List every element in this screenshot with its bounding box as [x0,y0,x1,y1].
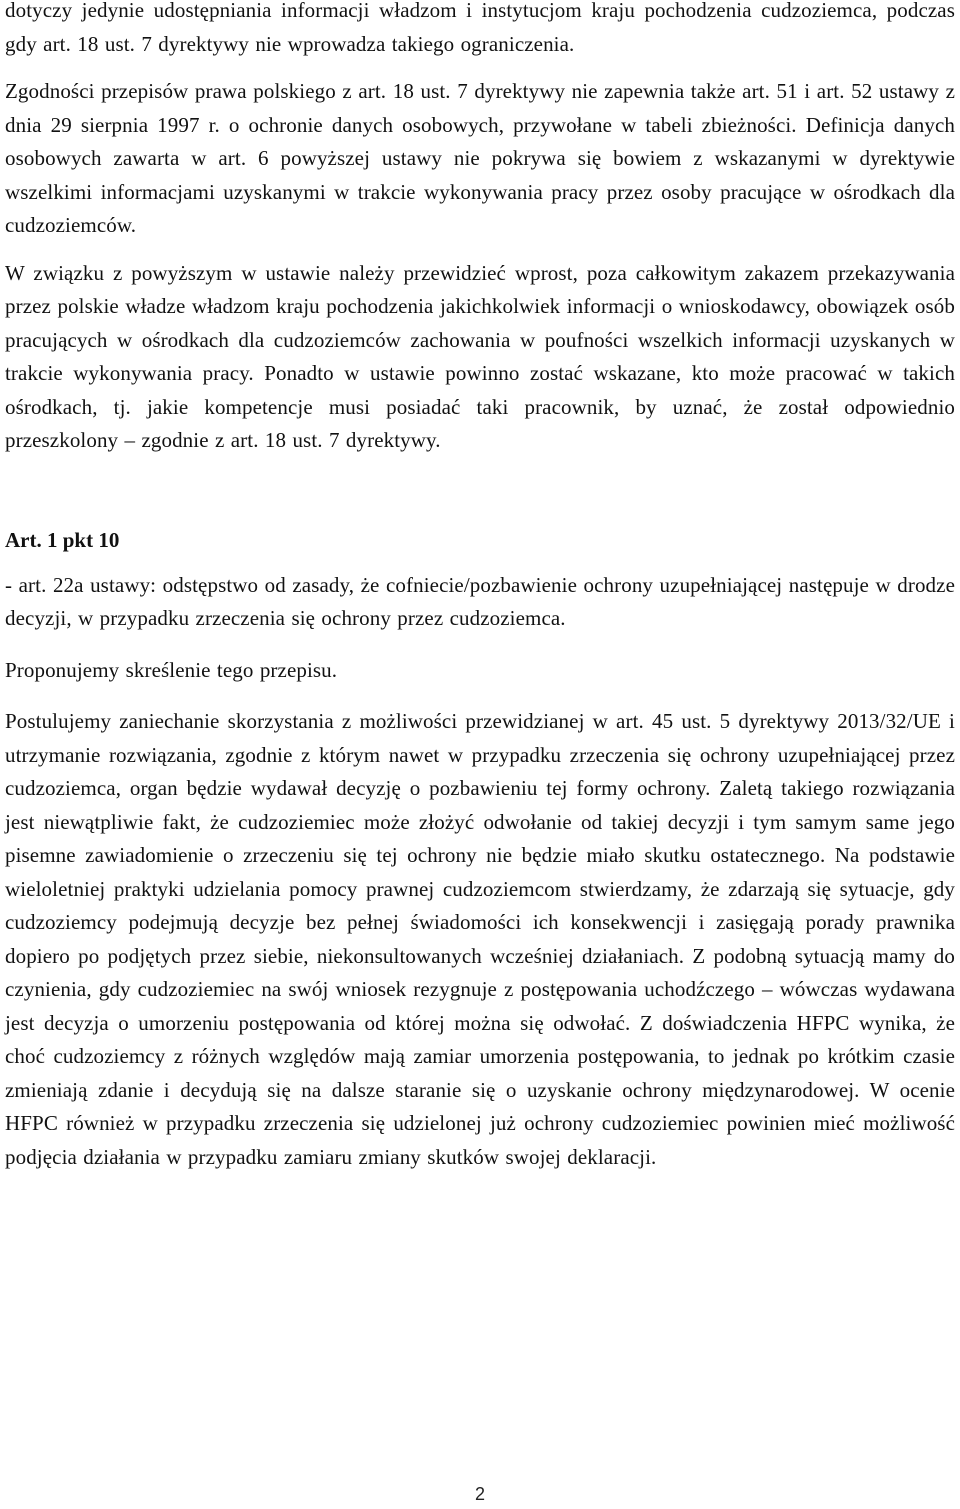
spacer [5,636,955,654]
document-page [5,0,955,1174]
spacer [5,458,955,524]
paragraph-zgodnosci: Zgodności przepisów prawa polskiego z art. 18 ust. 7 dyrektywy nie zapewnia także art. 51 i art. 52 ustawy z dnia 29 sierpnia 1997 r. o ochronie danych osobowych, przywołane w tabeli zbieżności. Definicja danych osobowych zawarta w art. 6 powyższej ustawy nie pokrywa się bowiem z wskazanymi w dyrektywie wszelkimi informacjami uzyskanymi w trakcie wykonywania pracy przez osoby pracujące w ośrodkach dla cudzoziemców. [5,79,955,237]
spacer [5,61,955,75]
spacer [5,243,955,257]
paragraph-w-zwiazku: W związku z powyższym w ustawie należy przewidzieć wprost, poza całkowitym zakazem przekazywania przez polskie władze władzom kraju pochodzenia jakichkolwiek informacji o wnioskodawcy, obowiązek osób pracujących w ośrodkach dla cudzoziemców zachowania w poufności wszelkich informacji uzyskanych w trakcie wykonywania pracy. Ponadto w ustawie powinno zostać wskazane, kto może pracować w takich ośrodkach, tj. jakie kompetencje musi posiadać taki pracownik, by uznać, że został odpowiednio przeszkolony – zgodnie z art. 18 ust. 7 dyrektywy. [5,260,955,452]
page-number: 2 [474,1484,485,1504]
section-heading: Art. 1 pkt 10 [5,527,120,552]
paragraph-continuation: dotyczy jedynie udostępniania informacji władzom i instytucjom kraju pochodzenia cudzoziemca, podczas gdy art. 18 ust. 7 dyrektywy nie wprowadza takiego ograniczenia. [5,0,955,56]
paragraph-postulujemy: Postulujemy zaniechanie skorzystania z możliwości przewidzianej w art. 45 ust. 5 dyrektywy 2013/32/UE i utrzymanie rozwiązania, zgodnie z którym nawet w przypadku zrzeczenia się ochrony uzupełniającej przez cudzoziemca, organ będzie wydawał decyzję o pozbawieniu tej formy ochrony. Zaletą takiego rozwiązania jest niewątpliwie fakt, że cudzoziemiec może złożyć odwołanie od takiej decyzji i tym samym same jego pisemne zawiadomienie o zrzeczeniu się tej ochrony nie będzie miało skutku ostatecznego. Na podstawie wieloletniej praktyki udzielania pomocy prawnej cudzoziemcom stwierdzamy, że zdarzają się sytuacje, gdy cudzoziemcy podejmują decyzje bez pełnej świadomości ich konsekwencji i zasięgają porady prawnika dopiero po podjętych przez siebie, niekonsultowanych wcześniej działaniach. Z podobną sytuacją mamy do czynienia, gdy cudzoziemiec na swój wniosek rezygnuje z postępowania uchodźczego – wówczas wydawana jest decyzja o umorzeniu postępowania od której można się odwołać. Z doświadczenia HFPC wynika, że choć cudzoziemcy z różnych względów mają zamiar umorzenia postępowania, to jednak po krótkim czasie zmieniają zdanie i decydują się na dalsze staranie się o uzyskanie ochrony międzynarodowej. W ocenie HFPC również w przypadku zrzeczenia się udzielonej już ochrony cudzoziemiec powinien mieć możliwość podjęcia działania w przypadku zamiaru zmiany skutków swojej deklaracji. [5,709,955,1169]
paragraph-proponujemy: Proponujemy skreślenie tego przepisu. [5,657,338,682]
paragraph-art-22a: - art. 22a ustawy: odstępstwo od zasady, że cofniecie/pozbawienie ochrony uzupełniającej następuje w drodze decyzji, w przypadku zrzeczenia się ochrony przez cudzoziemca. [5,572,955,630]
spacer [5,687,955,705]
spacer [5,557,955,569]
